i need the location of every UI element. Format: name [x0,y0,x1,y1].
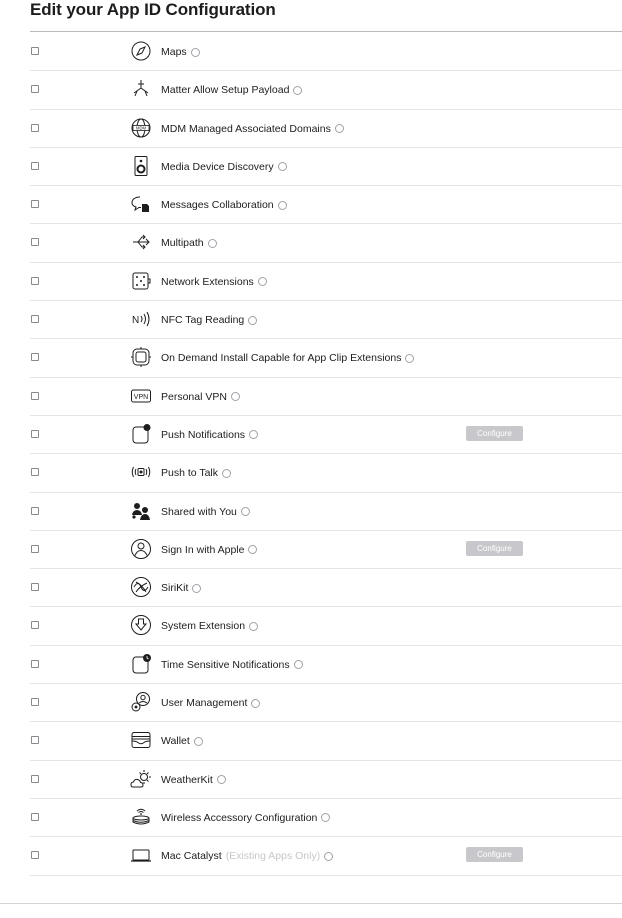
info-icon[interactable] [321,813,330,822]
enable-checkbox-weatherkit[interactable] [31,775,39,783]
info-icon[interactable] [278,201,287,210]
capability-row-user-management [30,684,622,722]
info-icon[interactable] [251,699,260,708]
capability-label: Push to Talk [161,467,219,480]
capability-label-wrap [161,314,257,326]
mdm-globe-icon [130,117,152,139]
enable-checkbox-personal-vpn[interactable] [31,392,39,400]
enable-checkbox-time-sensitive-notifications[interactable] [31,660,39,668]
nfc-icon [130,308,152,330]
capability-label-wrap [161,429,258,441]
enable-checkbox-mac-catalyst[interactable] [31,851,39,859]
capability-label-wrap [161,812,330,824]
capability-label: On Demand Install Capable for App Clip Extensions [161,352,402,365]
capability-label: Wallet [161,735,190,748]
title-divider [30,31,622,32]
capability-label: SiriKit [161,582,189,595]
capability-label-wrap [161,46,200,58]
capability-label: WeatherKit [161,773,213,786]
system-extension-icon [130,614,152,636]
capability-row-push-notifications [30,416,622,454]
capability-label-wrap [161,582,201,594]
enable-checkbox-sirikit[interactable] [31,583,39,591]
enable-checkbox-media-device-discovery[interactable] [31,162,39,170]
capability-label: Shared with You [161,505,237,518]
sign-in-with-apple-icon [130,538,152,560]
capability-row-weatherkit [30,761,622,799]
capability-row-messages-collaboration [30,186,622,224]
enable-checkbox-user-management[interactable] [31,698,39,706]
capability-label-wrap [161,276,267,288]
capability-label: Network Extensions [161,275,254,288]
capability-row-time-sensitive-notifications [30,646,622,684]
info-icon[interactable] [249,430,258,439]
capability-row-personal-vpn [30,378,622,416]
push-to-talk-icon [130,461,152,483]
user-management-icon [130,691,152,713]
capability-note: (Existing Apps Only) [225,850,321,863]
capability-label: Time Sensitive Notifications [161,658,290,671]
enable-checkbox-on-demand-install-capable-for-app-clip-extensions[interactable] [31,353,39,361]
info-icon[interactable] [194,737,203,746]
info-icon[interactable] [405,354,414,363]
capability-label: NFC Tag Reading [161,314,245,327]
wireless-accessory-icon [130,806,152,828]
configure-button[interactable]: Configure [466,541,523,556]
network-extensions-icon [130,270,152,292]
capability-label: User Management [161,697,248,710]
capability-label: Personal VPN [161,390,227,403]
capability-row-push-to-talk [30,454,622,492]
capability-label-wrap [161,774,226,786]
info-icon[interactable] [294,660,303,669]
capability-row-media-device-discovery [30,148,622,186]
enable-checkbox-sign-in-with-apple[interactable] [31,545,39,553]
weather-icon [130,768,152,790]
enable-checkbox-matter-allow-setup-payload[interactable] [31,85,39,93]
info-icon[interactable] [248,316,257,325]
maps-icon [130,40,152,62]
capability-label: Messages Collaboration [161,199,274,212]
multipath-icon [130,231,152,253]
capability-label: Matter Allow Setup Payload [161,84,290,97]
time-sensitive-icon [130,653,152,675]
enable-checkbox-messages-collaboration[interactable] [31,200,39,208]
info-icon[interactable] [217,775,226,784]
capability-label: Wireless Accessory Configuration [161,811,318,824]
info-icon[interactable] [249,622,258,631]
bottom-divider [0,903,622,904]
matter-icon [130,78,152,100]
messages-collaboration-icon [130,193,152,215]
capability-label-wrap [161,352,414,364]
enable-checkbox-system-extension[interactable] [31,621,39,629]
capability-label-wrap [161,544,257,556]
capability-row-matter-allow-setup-payload [30,71,622,109]
capability-label-wrap [161,659,303,671]
page-title: Edit your App ID Configuration [30,0,276,19]
capability-row-shared-with-you [30,493,622,531]
info-icon[interactable] [231,392,240,401]
capability-row-maps [30,33,622,71]
configure-button[interactable]: Configure [466,426,523,441]
siri-icon [130,576,152,598]
info-icon[interactable] [258,277,267,286]
capability-label-wrap [161,850,333,862]
info-icon[interactable] [191,48,200,57]
app-clip-icon [130,346,152,368]
capability-label-wrap [161,84,302,96]
info-icon[interactable] [293,86,302,95]
configure-button[interactable]: Configure [466,847,523,862]
capability-label: Maps [161,46,187,58]
capability-label-wrap [161,506,250,518]
push-notification-icon [130,423,152,445]
svg-text:N: N [132,315,140,327]
capability-row-sirikit [30,569,622,607]
info-icon[interactable] [324,852,333,861]
capability-label: System Extension [161,620,246,633]
svg-text:MDM: MDM [135,125,147,131]
info-icon[interactable] [208,239,217,248]
laptop-icon [130,844,152,866]
info-icon[interactable] [192,584,201,593]
enable-checkbox-push-to-talk[interactable] [31,468,39,476]
enable-checkbox-maps[interactable] [31,47,39,55]
capability-row-multipath [30,224,622,262]
info-icon[interactable] [222,469,231,478]
enable-checkbox-push-notifications[interactable] [31,430,39,438]
capability-row-network-extensions [30,263,622,301]
capability-label-wrap [161,697,260,709]
capability-label: Multipath [161,237,204,250]
capability-row-wallet [30,722,622,760]
capability-label-wrap [161,620,258,632]
capability-label: Mac Catalyst [161,850,222,863]
enable-checkbox-multipath[interactable] [31,238,39,246]
capability-label-wrap [161,735,203,747]
enable-checkbox-wireless-accessory-configuration[interactable] [31,813,39,821]
capability-row-mac-catalyst [30,837,622,875]
enable-checkbox-nfc-tag-reading[interactable] [31,315,39,323]
shared-with-you-icon [130,500,152,522]
capability-label-wrap [161,123,344,135]
svg-text:VPN: VPN [133,393,149,401]
enable-checkbox-shared-with-you[interactable] [31,507,39,515]
capability-label: MDM Managed Associated Domains [161,122,331,135]
capability-label-wrap [161,391,240,403]
info-icon[interactable] [335,124,344,133]
capability-row-sign-in-with-apple [30,531,622,569]
info-icon[interactable] [248,545,257,554]
capability-label-wrap [161,467,231,479]
capability-label-wrap [161,199,287,211]
info-icon[interactable] [241,507,250,516]
capabilities-list [30,33,622,876]
wallet-icon [130,729,152,751]
capability-row-wireless-accessory-configuration [30,799,622,837]
capability-label-wrap [161,161,287,173]
enable-checkbox-mdm-managed-associated-domains[interactable] [31,124,39,132]
enable-checkbox-network-extensions[interactable] [31,277,39,285]
vpn-icon [130,385,152,407]
capability-row-system-extension [30,607,622,645]
capability-row-on-demand-install-capable-for-app-clip-extensions [30,339,622,377]
capability-label-wrap [161,237,217,249]
capability-label: Sign In with Apple [161,543,245,556]
capability-label: Push Notifications [161,428,246,441]
capability-label: Media Device Discovery [161,160,274,173]
capability-row-nfc-tag-reading [30,301,622,339]
capability-row-mdm-managed-associated-domains [30,110,622,148]
enable-checkbox-wallet[interactable] [31,736,39,744]
speaker-icon [130,155,152,177]
info-icon[interactable] [278,162,287,171]
